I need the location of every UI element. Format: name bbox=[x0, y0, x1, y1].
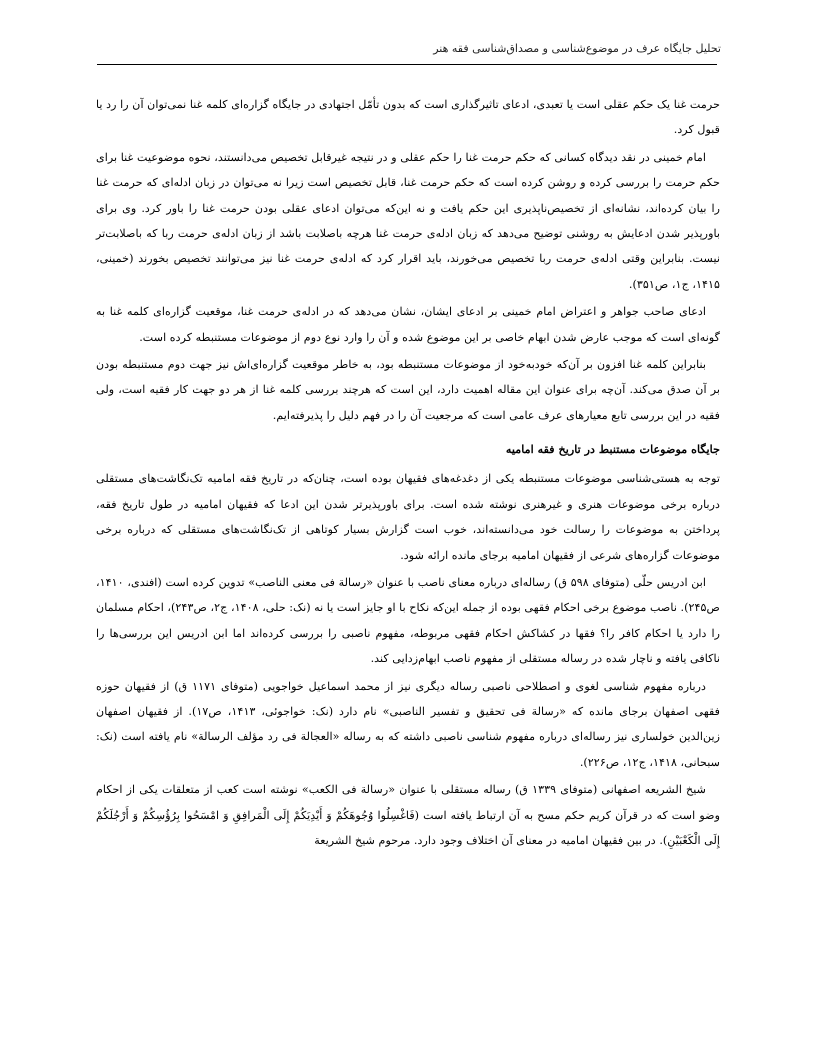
paragraph: درباره مفهوم شناسی لغوی و اصطلاحی ناصبی رساله دیگری نیز از محمد اسماعیل خواجویی (متوفای ۱۱۷۱ ق) از فقیهان حوزه فقهی اصفهان برجای مانده که «رسالة فی تحقیق و تفسیر الناصبی» نام دارد (نک: خواجوئی، ۱۴۱۳، ص۱۷). از فقیهان اصفهان زین‌الدین خولساری نیز رساله‌ای درباره مفهوم شناسی ناصبی داشته که به رساله «العجالة فی رد مؤلف الرسالة» نام یافته است (نک: سبحانی، ۱۴۱۸، ج۱۲، ص۲۲۶). bbox=[96, 679, 720, 769]
paragraph: ابن ادریس حلّی (متوفای ۵۹۸ ق) رساله‌ای درباره معنای ناصب با عنوان «رسالة فی معنی الناصب» تدوین کرده است (افندی، ۱۴۱۰، ص۲۴۵). ناصب موضوع برخی احکام فقهی بوده از جمله این‌که نکاح با او جایز است یا نه (نک: حلی، ۱۴۰۸، ج۲، ص۲۴۳)، احکام مسلمان را دارد یا احکام کافر را؟ فقها در کشاکش احکام فقهی مربوطه، مفهوم ناصبی را بررسی کرده‌اند اما ابن ادریس این بررسی‌ها را ناکافی یافته و ناچار شده در رساله مستقلی از مفهوم ناصب ابهام‌زدایی کند. bbox=[96, 575, 720, 666]
paragraph: بنابراین کلمه غنا افزون بر آن‌که خودبه‌خود از موضوعات مستنبطه بود، به خاطر موقعیت گزاره‌ای‌اش نیز جهت دوم مستنبطه بودن بر آن صدق می‌کند. آن‌چه برای عنوان این مقاله اهمیت دارد، این است که هرچند بررسی کلمه غنا از هر دو جهت کار فقیه است، ولی فقیه در این بررسی تابع معیارهای عرف عامی است که مرجعیت آن را در فهم دلیل را پذیرفته‌ایم. bbox=[96, 358, 720, 422]
paragraph: توجه به هستی‌شناسی موضوعات مستنبطه یکی از دغدغه‌های فقیهان بوده است، چنان‌که در تاریخ فقه امامیه تک‌نگاشت‌های مستقلی درباره برخی موضوعات هنری و غیرهنری نوشته شده است. برای باورپذیرتر شدن این ادعا که فقیهان امامیه در طول تاریخ فقه، پرداختن به موضوعات را رسالت خود می‌دانسته‌اند، خوب است گزارش بسیار کوتاهی از تک‌نگاشت‌های مستقلی که درباره برخی موضوعات گزاره‌های شرعی از فقیهان امامیه برجای مانده ارائه شود. bbox=[96, 472, 720, 562]
paragraph: ادعای صاحب جواهر و اعتراض امام خمینی بر ادعای ایشان، نشان می‌دهد که در ادله‌ی حرمت غنا، موقعیت گزاره‌ای کلمه غنا به گونه‌ای است که موجب عارض شدن ابهام خاصی بر این موضوع شده و آن را وارد نوع دوم از موضوعات مستنبطه کرده است. bbox=[96, 305, 720, 344]
header-divider bbox=[97, 64, 717, 65]
paragraph: امام خمینی در نقد دیدگاه کسانی که حکم حرمت غنا را حکم عقلی و در نتیجه غیرقابل تخصیص می‌دانستند، نحوه موضوعیت غنا برای حکم حرمت را بررسی کرده و روشن کرده است که حکم حرمت غنا، قابل تخصیص است زیرا نه می‌توان در زبان ادله‌ای که حرمت غنا را بیان کرده‌اند، نشانه‌ای از تخصیص‌ناپذیری این حکم یافت و نه این‌که می‌توان ادعای عقلی بودن حرمت غنا را باور کرد. وی برای باورپذیر شدن ادعایش به روشنی توضیح می‌دهد که زبان ادله‌ی حرمت غنا هرچه باصلابت باشد از زبان ادله‌ی حرمت ربا که باصلابت‌تر نیست. بنابراین وقتی ادله‌ی حرمت ربا تخصیص می‌خورند، باید اقرار کرد که ادله‌ی حرمت غنا نیز می‌توانند تخصیص بخورند (خمینی، ۱۴۱۵، ج۱، ص۳۵۱). bbox=[96, 150, 720, 291]
running-header: تحلیل جایگاه عرف در موضوع‌شناسی و مصداق‌شناسی فقه هنر bbox=[433, 42, 721, 55]
paragraph: حرمت غنا یک حکم عقلی است یا تعبدی، ادعای تاثیرگذاری است که بدون تأمّل اجتهادی در جایگاه گزاره‌ای کلمه غنا نمی‌توان آن را رد یا قبول کرد. bbox=[96, 98, 720, 137]
body-text bbox=[96, 92, 720, 855]
paragraph: شیخ الشریعه اصفهانی (متوفای ۱۳۳۹ ق) رساله مستقلی با عنوان «رسالة فی الکعب» نوشته است کعب از متعلقات یکی از احکام وضو است که در قرآن کریم حکم مسح به آن ارتباط یافته است (فَاغْسِلُوا وُجُوهَكُمْ وَ أَيْدِيَكُمْ إِلَى الْمَرافِقِ وَ امْسَحُوا بِرُؤُسِكُمْ وَ أَرْجُلَكُمْ إِلَى الْكَعْبَيْنِ). در بین فقیهان امامیه در معنای آن اختلاف وجود دارد. مرحوم شیخ الشریعة bbox=[96, 783, 720, 847]
section-heading: جایگاه موضوعات مستنبط در تاریخ فقه امامیه bbox=[505, 442, 720, 457]
